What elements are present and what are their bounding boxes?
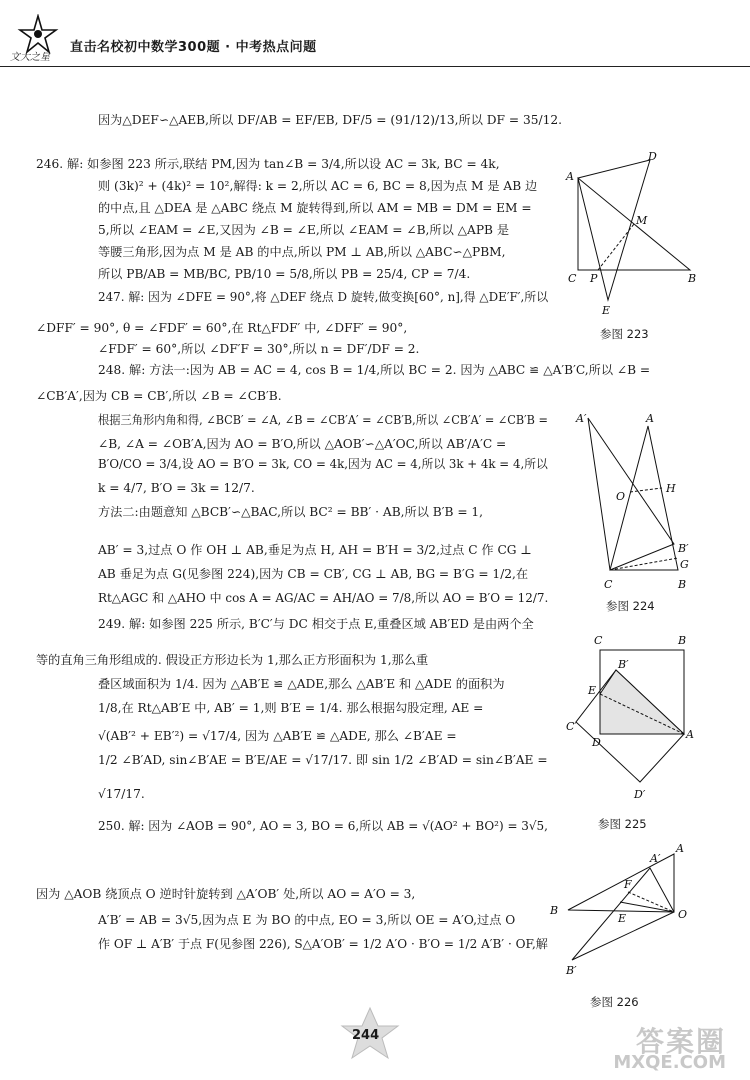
text-line: k = 4/7, B′O = 3k = 12/7. [98, 481, 255, 495]
text-line: 5,所以 ∠EAM = ∠E,又因为 ∠B = ∠E,所以 ∠EAM = ∠B,所以 △APB 是 [98, 223, 510, 237]
fig226-label: E [618, 912, 627, 925]
text-line: AB′ = 3,过点 O 作 OH ⊥ AB,垂足为点 H, AH = B′H = 3/2,过点 C 作 CG ⊥ [98, 543, 532, 557]
text-line: √17/17. [98, 787, 145, 801]
fig224-label: H [666, 482, 676, 495]
text-line: 根据三角形内角和得, ∠BCB′ = ∠A, ∠B = ∠CB′A′ = ∠CB′B,所以 ∠CB′A′ = ∠CB′B = [98, 413, 548, 427]
fig225-label: B [678, 634, 687, 647]
watermark-top: 答案圈 [635, 1025, 726, 1058]
figure-224 [570, 408, 700, 594]
text-line: 因为 △AOB 绕顶点 O 逆时针旋转到 △A′OB′ 处,所以 AO = A′O = 3, [36, 887, 416, 901]
text-line: 叠区域面积为 1/4. 因为 △AB′E ≌ △ADE,那么 △AB′E 和 △ADE 的面积为 [98, 677, 505, 691]
figure-223 [560, 150, 710, 320]
text-line: 1/2 ∠B′AD, sin∠B′AE = B′E/AE = √17/17. 即 sin 1/2 ∠B′AD = sin∠B′AE = [98, 753, 548, 767]
text-line: AB 垂足为点 G(见参图 224),因为 CB = CB′, CG ⊥ AB, BG = B′G = 1/2,在 [98, 567, 529, 581]
fig223-label: M [636, 214, 648, 227]
fig226-label: A′ [650, 852, 661, 865]
text-line: ∠CB′A′,因为 CB = CB′,所以 ∠B = ∠CB′B. [36, 389, 282, 403]
text-line: 的中点,且 △DEA 是 △ABC 绕点 M 旋转得到,所以 AM = MB = DM = EM = [98, 201, 532, 215]
fig223-label: P [590, 272, 598, 285]
header-title: 直击名校初中数学300题 · 中考热点问题 [70, 40, 317, 55]
fig226-label: O [678, 908, 688, 921]
text-line: 等腰三角形,因为点 M 是 AB 的中点,所以 PM ⊥ AB,所以 △ABC∽△PBM, [98, 245, 506, 259]
logo-text: 文大之星 [10, 52, 50, 63]
fig225-label: D′ [634, 788, 646, 801]
fig225-label: C′ [566, 720, 577, 733]
text-line: 作 OF ⊥ A′B′ 于点 F(见参图 226), S△A′OB′ = 1/2 A′O · B′O = 1/2 A′B′ · OF,解 [98, 937, 548, 951]
fig224-label: O [616, 490, 626, 503]
text-line: 246. 解: 如参图 223 所示,联结 PM,因为 tan∠B = 3/4,所以设 AC = 3k, BC = 4k, [36, 157, 500, 171]
text-line: ∠FDF′ = 60°,所以 ∠DF′F = 30°,所以 n = DF′/DF = 2. [98, 342, 420, 356]
text-line: √(AB′² + EB′²) = √17/4, 因为 △AB′E ≌ △ADE, 那么 ∠B′AE = [98, 729, 457, 743]
text-line: 249. 解: 如参图 225 所示, B′C′与 DC 相交于点 E,重叠区域 AB′ED 是由两个全 [98, 617, 534, 631]
fig223-label: D [648, 150, 657, 163]
text-line: ∠DFF′ = 90°, θ = ∠FDF′ = 60°,在 Rt△FDF′ 中, ∠DFF′ = 90°, [36, 321, 408, 335]
page-number: 244 [352, 1028, 380, 1043]
text-line: 方法二:由题意知 △BCB′∽△BAC,所以 BC² = BB′ · AB,所以 B′B = 1, [98, 505, 484, 519]
text-line: 247. 解: 因为 ∠DFE = 90°,将 △DEF 绕点 D 旋转,做变换[60°, n],得 △DE′F′,所以 [98, 290, 549, 304]
fig226-label: B [550, 904, 559, 917]
fig223-label: B [688, 272, 697, 285]
text-line: 所以 PB/AB = MB/BC, PB/10 = 5/8,所以 PB = 25/4, CP = 7/4. [98, 267, 471, 281]
text-line: 250. 解: 因为 ∠AOB = 90°, AO = 3, BO = 6,所以 AB = √(AO² + BO²) = 3√5, [98, 819, 548, 833]
text-line: 等的直角三角形组成的. 假设正方形边长为 1,那么正方形面积为 1,那么重 [36, 653, 429, 667]
text-line: 1/8,在 Rt△AB′E 中, AB′ = 1,则 B′E = 1/4. 那么根据勾股定理, AE = [98, 701, 484, 715]
watermark-bottom: MXQE.COM [613, 1052, 726, 1073]
text-line: ∠B, ∠A = ∠OB′A,因为 AO = B′O,所以 △AOB′∽△A′OC,所以 AB′/A′C = [98, 437, 507, 451]
text-line: A′B′ = AB = 3√5,因为点 E 为 BO 的中点, EO = 3,所以 OE = A′O,过点 O [98, 913, 516, 927]
text-line: 248. 解: 方法一:因为 AB = AC = 4, cos B = 1/4,所以 BC = 2. 因为 △ABC ≌ △A′B′C,所以 ∠B = [98, 363, 651, 377]
fig226-label: B′ [566, 964, 577, 977]
text-line: 则 (3k)² + (4k)² = 10²,解得: k = 2,所以 AC = 6, BC = 8,因为点 M 是 AB 边 [98, 179, 538, 193]
figure-225 [566, 630, 706, 810]
fig224-label: A′ [576, 412, 587, 425]
logo [10, 14, 66, 62]
fig226-label: F [624, 878, 632, 891]
fig224-label: B [678, 578, 687, 591]
fig224-label: B′ [678, 542, 689, 555]
fig224-label: A [646, 412, 654, 425]
fig224-label: G [680, 558, 689, 571]
text-line: Rt△AGC 和 △AHO 中 cos A = AG/AC = AH/AO = 7/8,所以 AO = B′O = 12/7. [98, 591, 549, 605]
caption-fig224: 参图 224 [606, 599, 655, 613]
text-line: 因为△DEF∽△AEB,所以 DF/AB = EF/EB, DF/5 = (91/12)/13,所以 DF = 35/12. [98, 113, 562, 127]
fig225-label: B′ [618, 658, 629, 671]
fig225-label: D [592, 736, 601, 749]
figure-226 [546, 838, 716, 978]
fig223-label: E [602, 304, 611, 317]
fig223-label: C [568, 272, 577, 285]
fig225-label: A [686, 728, 694, 741]
caption-fig225: 参图 225 [598, 817, 647, 831]
fig225-label: C [594, 634, 603, 647]
fig224-label: C [604, 578, 613, 591]
caption-fig223: 参图 223 [600, 327, 649, 341]
caption-fig226: 参图 226 [590, 995, 639, 1009]
fig226-label: A [676, 842, 684, 855]
header-divider [0, 66, 750, 67]
fig223-label: A [566, 170, 574, 183]
fig225-label: E [588, 684, 597, 697]
text-line: B′O/CO = 3/4,设 AO = B′O = 3k, CO = 4k,因为 AC = 4,所以 3k + 4k = 4,所以 [98, 457, 548, 471]
